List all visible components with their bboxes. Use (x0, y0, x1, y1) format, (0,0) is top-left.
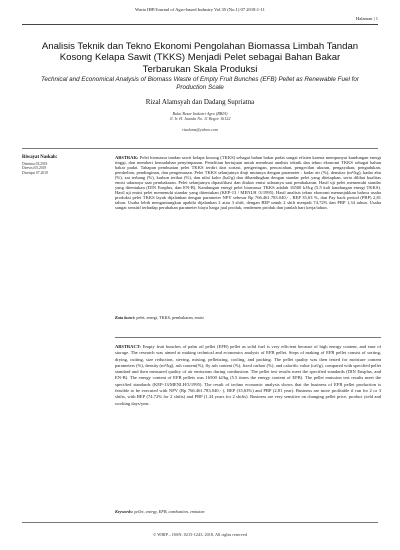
keywords-label: Keywords: (115, 509, 134, 514)
abstract-english (115, 344, 381, 407)
kata-kunci-label: Kata kunci: (115, 315, 136, 320)
keywords (115, 509, 381, 514)
manuscript-history (22, 155, 112, 175)
keywords-text: pellet, energy, EFB, combustion, emission (134, 509, 205, 514)
affiliation-address: Jl. Ir. H. Juanda No. 11 Bogor 16122 (169, 116, 231, 122)
history-received: Diterima 03,2018 (22, 162, 48, 166)
copyright-footer: © WBIP – ISSN: 0215-1243, 2018, All rights reserved (153, 532, 247, 537)
journal-header: Warta IHP/Journal of Agro-based Industry Vol.35 (No.1) 07 2018:1-11 (135, 7, 265, 12)
abstract-label: ABSTRACT: (115, 344, 141, 349)
header-divider (22, 24, 378, 25)
affiliation-line: Balai Besar Industri Agro (BBIA) (172, 111, 228, 116)
author-email-link[interactable]: rizalams@yahoo.com (182, 127, 218, 132)
history-title: Riwayat Naskah: (22, 155, 58, 160)
section-divider-middle (115, 337, 381, 338)
article-title-english: Technical and Economical Analysis of Biomass Waste of Empty Fruit Bunches (EFB) Pellet as Renewable Fuel for Production Scale (41, 76, 359, 91)
abstrak-indonesian (115, 155, 381, 211)
kata-kunci-text: pelet, energi, TKKS, pembakaran, emisi (136, 315, 204, 320)
author-affiliation (0, 111, 400, 121)
abstrak-label: ABSTRAK: (115, 155, 139, 160)
history-revised: Direvisi 05,2018 (22, 166, 47, 171)
section-divider-bottom (22, 522, 378, 523)
abstract-text: Empty fruit bunches of palm oil pellet (EFB) pellet as solid fuel is very efficient because of high energy content, and ease of storage. The research was aimed at making technical and economics analysis of EFB pellet. Steps of making of EFB pellet consist of sorting, drying, cutting, size reduction, sieving, mixing, pelletizing, cooling, and packing. The pellet quality was then tested for moisture content parameters (%), density (m³/kg), ash content(%), fly ash content (%), fixed carbon (%), and calorific value (cal/g), compared with specified pellet standard and then measured quality of air emissions during combustion. The pellet test results meet the specified standards (DIN Ensplus, and EN-B). The energy content of EFB pellets was 16500 kJ/kg (5.5 times the energy content of EFB). The pellet emission test results meet the specified standards (KEP-13/MENLH/3/1995). The result of techno economic analysis shows that the business of EFB pellet production is feasible to be executed with NPV (Rp 766.461.783.040,- ), BEP (35,63%) and PBP (2,81 year). Business are more profitable if run for 2 or 3 shifts, with BEP (74.72% for 2 shifts) and PBP (1,34 years for 2 shifts). Business are very sensitive on changing pellet price, product yield and working days/year. (115, 344, 382, 406)
kata-kunci (115, 315, 381, 320)
section-divider-top (22, 148, 378, 149)
article-title: Analisis Teknik dan Tekno Ekonomi Pengolahan Biomassa Limbah Tandan Kosong Kelapa Sawit (TKKS) Menjadi Pelet sebagai Bahan Bakar Terbarukan Skala Produksi (41, 41, 359, 75)
page-number: Halaman | 1 (355, 16, 378, 21)
abstrak-text: Pelet biomassa tandan sawit kelapa kosong (TKKS) sebagai bahan bakar padat sangat efisien karena mempunyai kandungan energi tinggi, dan memberi kemudahan penyimpanan. Penelitian bertujuan untuk membuat analisis teknik dan tekno ekonomi TKKS sebagai bahan bakar padat. Tahapan pembuatan pelet TKKS terdiri dari sortasi, pengeringan, pencacahan, pengecilan ukuran, pengayakan, pengadukan, pembelian, pendinginan, dan pengemasan. Pelet TKKS selanjutnya diuji mutunya dengan parameter : kadar air (%), densitas (m³/kg), kadar abu (%), zat terbang (%), karbon terikat (%), dan nilai kalor (kal/g) dan dibandingkan dengan standar pelet yang ditetapkan, serta dilihat kualitas emisi udaranya saat pembakaran. Pelet selanjutnya dipasifikasi dan diukur emisi udaranya saat pembakaran. Hasil uji pelet memenuhi standar yang ditentukan (DIN Ensplus, dan EN-B). Kandungan energi pelet biomassa TKKS adalah 16500 kJ/kg (5,5 kali kandungan energi TKKS). Hasil uji emisi pelet memenuhi standar yang ditentukan (KEP-13 / MENLH /3/1995). Hasil analisis tekno ekonomi menunjukkan bahwa usaha produksi pelet TKKS layak dijalankan dengan parameter NPV sebesar Rp 766.461.783.040,- , BEP 35,63 %, dan Pay back period (PBP) 2,81 tahun. Usaha lebih menguntungkan apabila dijalankan 2 atau 3 shift, dengan BEP untuk 2 shift menjadi 74,72% dan PBP 1,34 tahun. Usaha sangat sensitif terhadap perubahan parameter biaya harga jual produk, rendemen produk dan jumlah hari kerja/tahun. (115, 155, 381, 211)
history-accepted: Disetujui 07,2018 (22, 170, 48, 175)
author-list: Rizal Alamsyah dan Dadang Supriatna (145, 98, 255, 106)
